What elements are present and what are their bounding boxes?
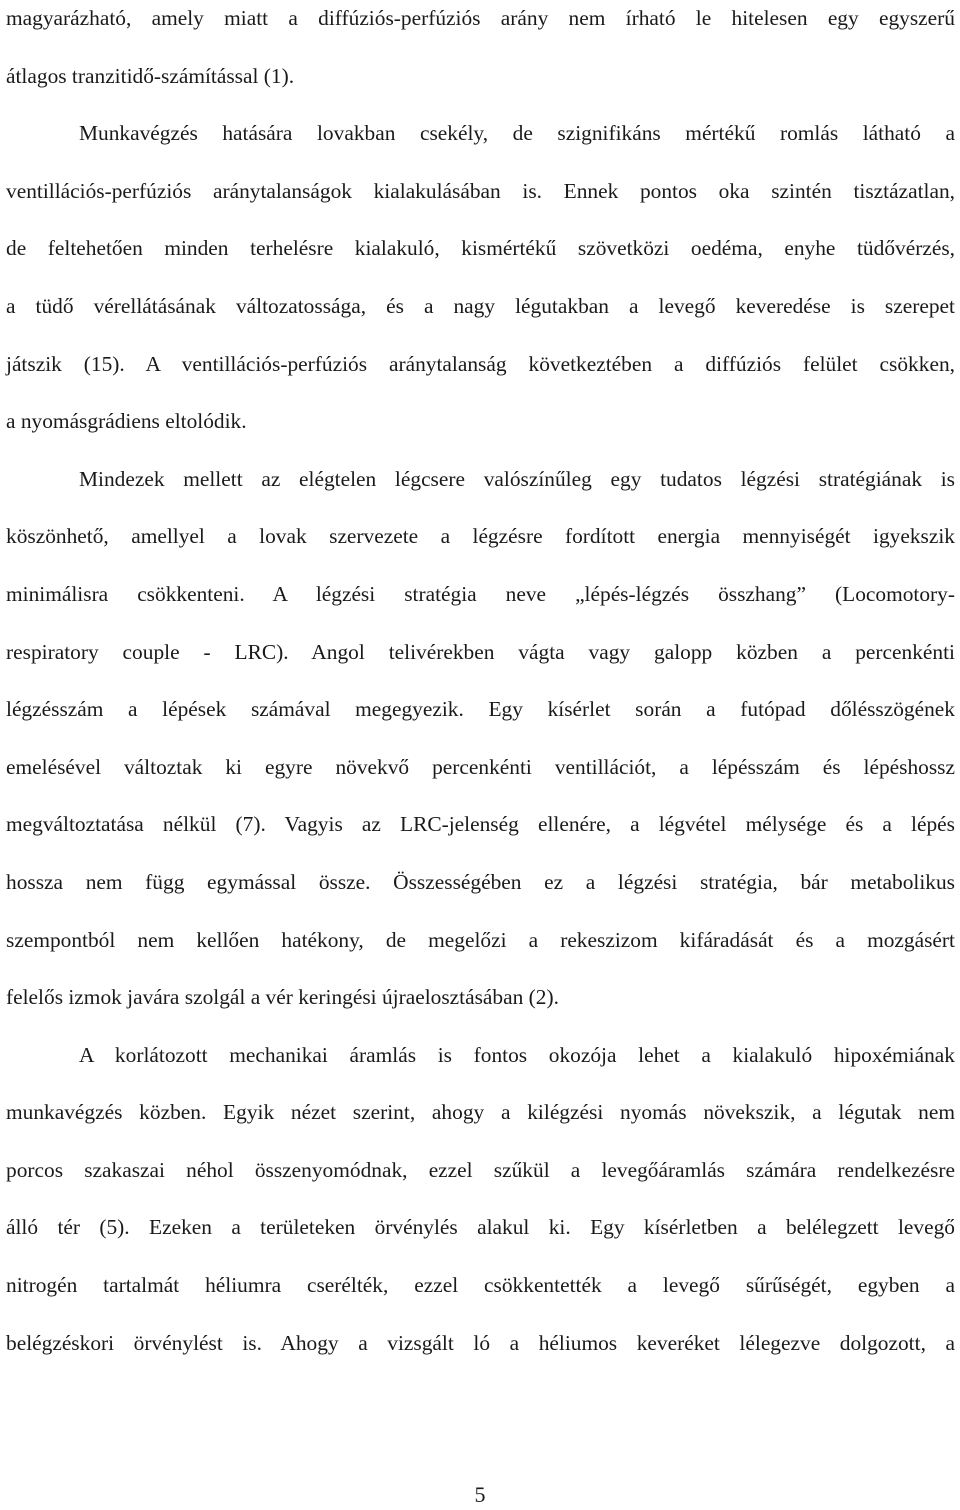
text-line: respiratory couple - LRC). Angol telivérekben vágta vagy galopp közben a percenkénti (6, 639, 955, 664)
text-line: felelős izmok javára szolgál a vér keringési újraelosztásában (2). (6, 985, 559, 1010)
text-line: de feltehetően minden terhelésre kialakuló, kismértékű szövetközi oedéma, enyhe tüdővérzés, (6, 236, 955, 261)
text-line: magyarázható, amely miatt a diffúziós-perfúziós arány nem írható le hitelesen egy egyszerű (6, 6, 955, 30)
text-line: belégzéskori örvénylést is. Ahogy a vizsgált ló a héliumos keveréket lélegezve dolgozott, a (6, 1330, 955, 1355)
page-number: 5 (474, 1482, 486, 1507)
text-line: köszönhető, amellyel a lovak szervezete a légzésre fordított energia mennyiségét igyekszik (6, 524, 955, 549)
text-line: minimálisra csökkenteni. A légzési stratégia neve „lépés-légzés összhang” (Locomotory- (6, 581, 955, 606)
body-text (6, 0, 955, 1372)
text-line: munkavégzés közben. Egyik nézet szerint, ahogy a kilégzési nyomás növekszik, a légutak nem (6, 1100, 955, 1125)
text-line: A korlátozott mechanikai áramlás is fontos okozója lehet a kialakuló hipoxémiának (79, 1042, 955, 1067)
text-line: hossza nem függ egymással össze. Összességében ez a légzési stratégia, bár metabolikus (6, 869, 955, 894)
text-line: emelésével változtak ki egyre növekvő percenkénti ventillációt, a lépésszám és lépéshossz (6, 754, 955, 779)
text-line: játszik (15). A ventillációs-perfúziós aránytalanság következtében a diffúziós felület csökken, (6, 351, 955, 376)
text-line: porcos szakaszai néhol összenyomódnak, ezzel szűkül a levegőáramlás számára rendelkezésre (6, 1157, 955, 1182)
text-line: a nyomásgrádiens eltolódik. (6, 409, 247, 434)
text-line: álló tér (5). Ezeken a területeken örvénylés alakul ki. Egy kísérletben a belélegzett levegő (6, 1215, 955, 1240)
text-line: a tüdő vérellátásának változatossága, és a nagy légutakban a levegő keveredése is szerepet (6, 293, 955, 318)
text-line: Munkavégzés hatására lovakban csekély, de szignifikáns mértékű romlás látható a (79, 121, 955, 146)
text-line: megváltoztatása nélkül (7). Vagyis az LRC-jelenség ellenére, a légvétel mélysége és a lépés (6, 812, 955, 837)
text-line: átlagos tranzitidő-számítással (1). (6, 63, 295, 88)
text-line: légzésszám a lépések számával megegyezik. Egy kísérlet során a futópad dőlésszögének (6, 697, 955, 722)
text-line: ventillációs-perfúziós aránytalanságok kialakulásában is. Ennek pontos oka szintén tisztázatlan, (6, 178, 955, 203)
text-line: Mindezek mellett az elégtelen légcsere valószínűleg egy tudatos légzési stratégiának is (79, 466, 955, 491)
text-line: szempontból nem kellően hatékony, de megelőzi a rekeszizom kifáradását és a mozgásért (6, 927, 955, 952)
text-line: nitrogén tartalmát héliumra cserélték, ezzel csökkentették a levegő sűrűségét, egyben a (6, 1273, 955, 1298)
